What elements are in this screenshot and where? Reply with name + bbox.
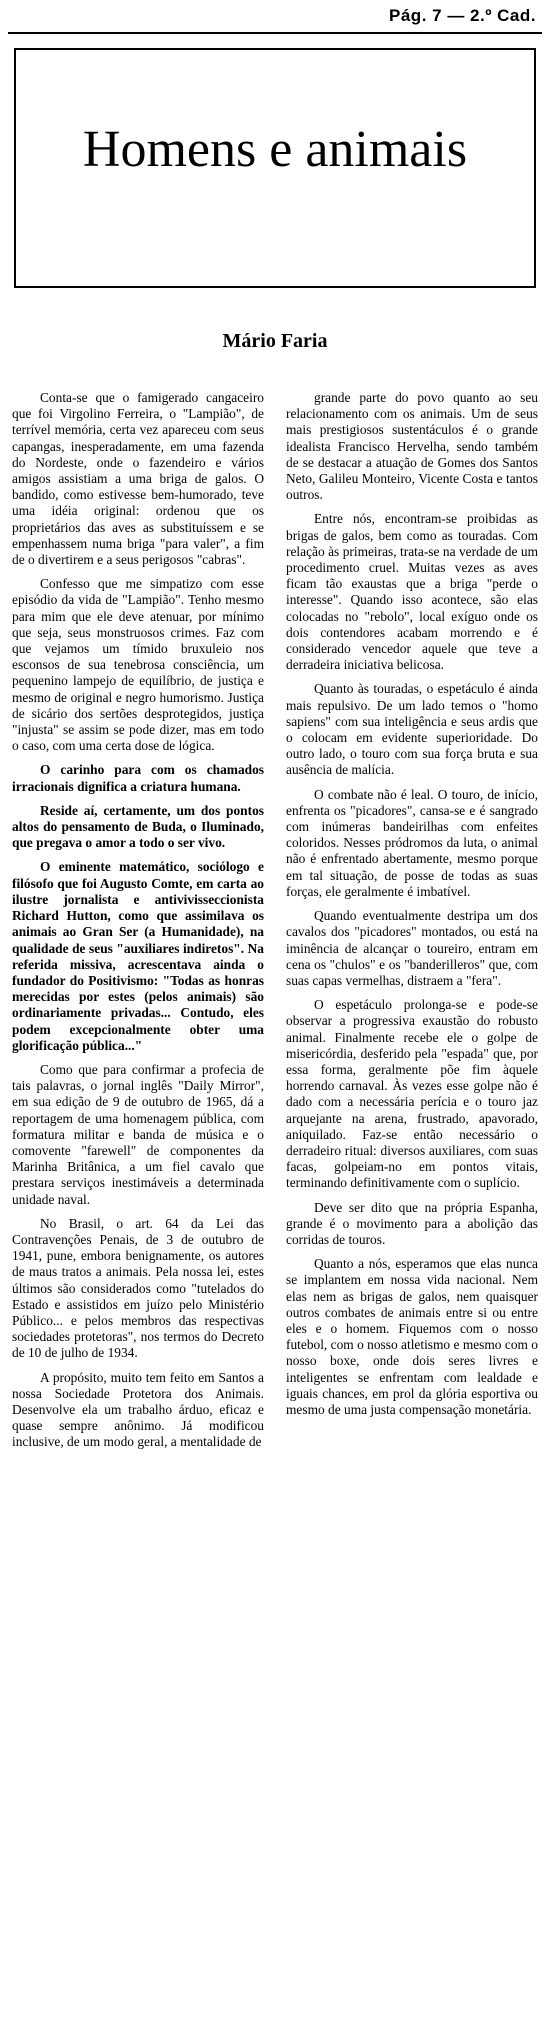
article-paragraph: No Brasil, o art. 64 da Lei das Contravenções Penais, de 3 de outubro de 1941, pune, embora benignamente, os autores de maus tratos a animais. Pela nossa lei, estes últimos são considerados como "tutelados do Estado e assistidos em juízo pelo Ministério Público... e pelos membros das respectivas sociedades protetoras", nos termos do Decreto de 10 de julho de 1934. — [12, 1215, 264, 1361]
article-paragraph: Quanto às touradas, o espetáculo é ainda mais repulsivo. De um lado temos o "homo sapiens" com sua inteligência e seus ardis que o colocam em evidente superioridade. Do outro lado, o touro com sua força bruta e sua ausência de malícia. — [286, 681, 538, 778]
article-paragraph: Quando eventualmente destripa um dos cavalos dos "picadores" montados, ou está na iminência de alcançar o toureiro, entram em cena os "chulos" e os "banderilleros" que, com suas capas vermelhas, distraem a "fera". — [286, 908, 538, 988]
article-author: Mário Faria — [222, 330, 328, 352]
article-paragraph: Deve ser dito que na própria Espanha, grande é o movimento para a abolição das corridas de touros. — [286, 1199, 538, 1247]
article-paragraph: Quanto a nós, esperamos que elas nunca se implantem em nossa vida nacional. Nem elas nem as brigas de galos, nem quaisquer outros combates de animais entre si ou entre eles e o homem. Fiquemos com o nosso futebol, com o nosso atletismo e mesmo com o nosso boxe, onde dois seres livres e inteligentes se enfrentam com lealdade e iguais chances, em prol da glória esportiva ou mesmo de uma justa compensação monetária. — [286, 1256, 538, 1417]
article-paragraph: O combate não é leal. O touro, de início, enfrenta os "picadores", cansa-se e é sangrado com inúmeras bandeirilhas com enfeites coloridos. Nesses pródromos da luta, o animal não é enfrentado abertamente, mesmo porque em tal situação, de posse de todas as suas forças, ele geralmente é imbatível. — [286, 786, 538, 899]
article-paragraph: A propósito, muito tem feito em Santos a nossa Sociedade Protetora dos Animais. Desenvolve ela um trabalho árduo, eficaz e quase sempre anônimo. Já modificou inclusive, de um modo geral, a mentalidade de — [12, 1369, 264, 1450]
page-header: Pág. 7 — 2.º Cad. — [389, 6, 536, 25]
article-paragraph: O carinho para com os chamados irracionais dignifica a criatura humana. — [12, 762, 264, 794]
article-column-left — [12, 390, 264, 1459]
article-paragraph: Como que para confirmar a profecia de tais palavras, o jornal inglês "Daily Mirror", em sua edição de 9 de outubro de 1965, dá a reportagem de uma homenagem pública, com formatura militar e banda de música e o comovente "farewell" de componentes da Marinha Britânica, a um fiel cavalo que prestara serviços inestimáveis a determinada unidade naval. — [12, 1061, 264, 1207]
article-paragraph: O espetáculo prolonga-se e pode-se observar a progressiva exaustão do robusto animal. Finalmente recebe ele o golpe de misericórdia, desferido pela "espada" que, por essa forma, geralmente põe fim àquele horrendo carnaval. Às vezes esse golpe não é dado com a necessária perícia e o touro jaz arquejante na arena, frustrado, apavorado, aniquilado. Faz-se então necessário o derradeiro ritual: diversos auxiliares, com suas facas, golpeiam-no em pontos vitais, terminando definitivamente com o suplício. — [286, 997, 538, 1191]
article-paragraph: Entre nós, encontram-se proibidas as brigas de galos, bem como as touradas. Com relação às primeiras, trata-se na verdade de um procedimento cruel. Muitas vezes as aves ficam tão exaustas que a briga "perde o interesse". Quando isso acontece, são elas colocadas no "rebolo", local exíguo onde os dois contendores acabam morrendo e é considerado vencedor aquele que teve a derradeira iniciativa belicosa. — [286, 511, 538, 673]
top-rule — [8, 32, 542, 34]
article-paragraph: Conta-se que o famigerado cangaceiro que foi Virgolino Ferreira, o "Lampião", de terrível memória, certa vez apareceu com seus capangas, inesperadamente, em uma fazenda do Nordeste, onde o fazendeiro e vários amigos assistiam a uma briga de galos. O bandido, como estivesse bem-humorado, teve uma idéia original: ordenou que os proprietários das aves as substituíssem e se empenhassem numa briga "para valer", a fim de o divertirem e a seus perigosos "cabras". — [12, 390, 264, 568]
article-paragraph: O eminente matemático, sociólogo e filósofo que foi Augusto Comte, em carta ao ilustre jornalista e antivivisseccionista Richard Hutton, como que assimilava os animais ao Gran Ser (a Humanidade), na qualidade de seus "auxiliares indiretos". Na referida missiva, acrescentava ainda o fundador do Positivismo: "Todas as honras merecidas por estes (pelos animais) são ordinariamente privadas... Contudo, eles podem excepcionalmente obter uma glorificação pública..." — [12, 859, 264, 1053]
article-title: Homens e animais — [82, 121, 468, 178]
title-box — [14, 48, 536, 288]
article-column-right — [286, 390, 538, 1426]
article-paragraph: Confesso que me simpatizo com esse episódio da vida de "Lampião". Tenho mesmo para mim que ele deve atenuar, por mínimo que seja, seus monstruosos crimes. Faz com que vejamos um tímido bruxuleio nos esconsos de sua tenebrosa consciência, um pequenino lampejo de equilíbrio, de justiça e mesmo de original e negro humorismo. Justiça de sicário dos sertões desprotegidos, justiça "injusta" se assim se pode dizer, mas em todo o caso, com uma certa dose de lógica. — [12, 576, 264, 754]
article-paragraph: grande parte do povo quanto ao seu relacionamento com os animais. Um de seus mais prestigiosos sustentáculos é o grande idealista Francisco Hervelha, sendo também de se destacar a atuação de Gomes dos Santos Neto, Galileu Monteiro, Vicente Costa e tantos outros. — [286, 390, 538, 503]
article-paragraph: Reside aí, certamente, um dos pontos altos do pensamento de Buda, o Iluminado, que pregava o amor a todo o ser vivo. — [12, 802, 264, 851]
